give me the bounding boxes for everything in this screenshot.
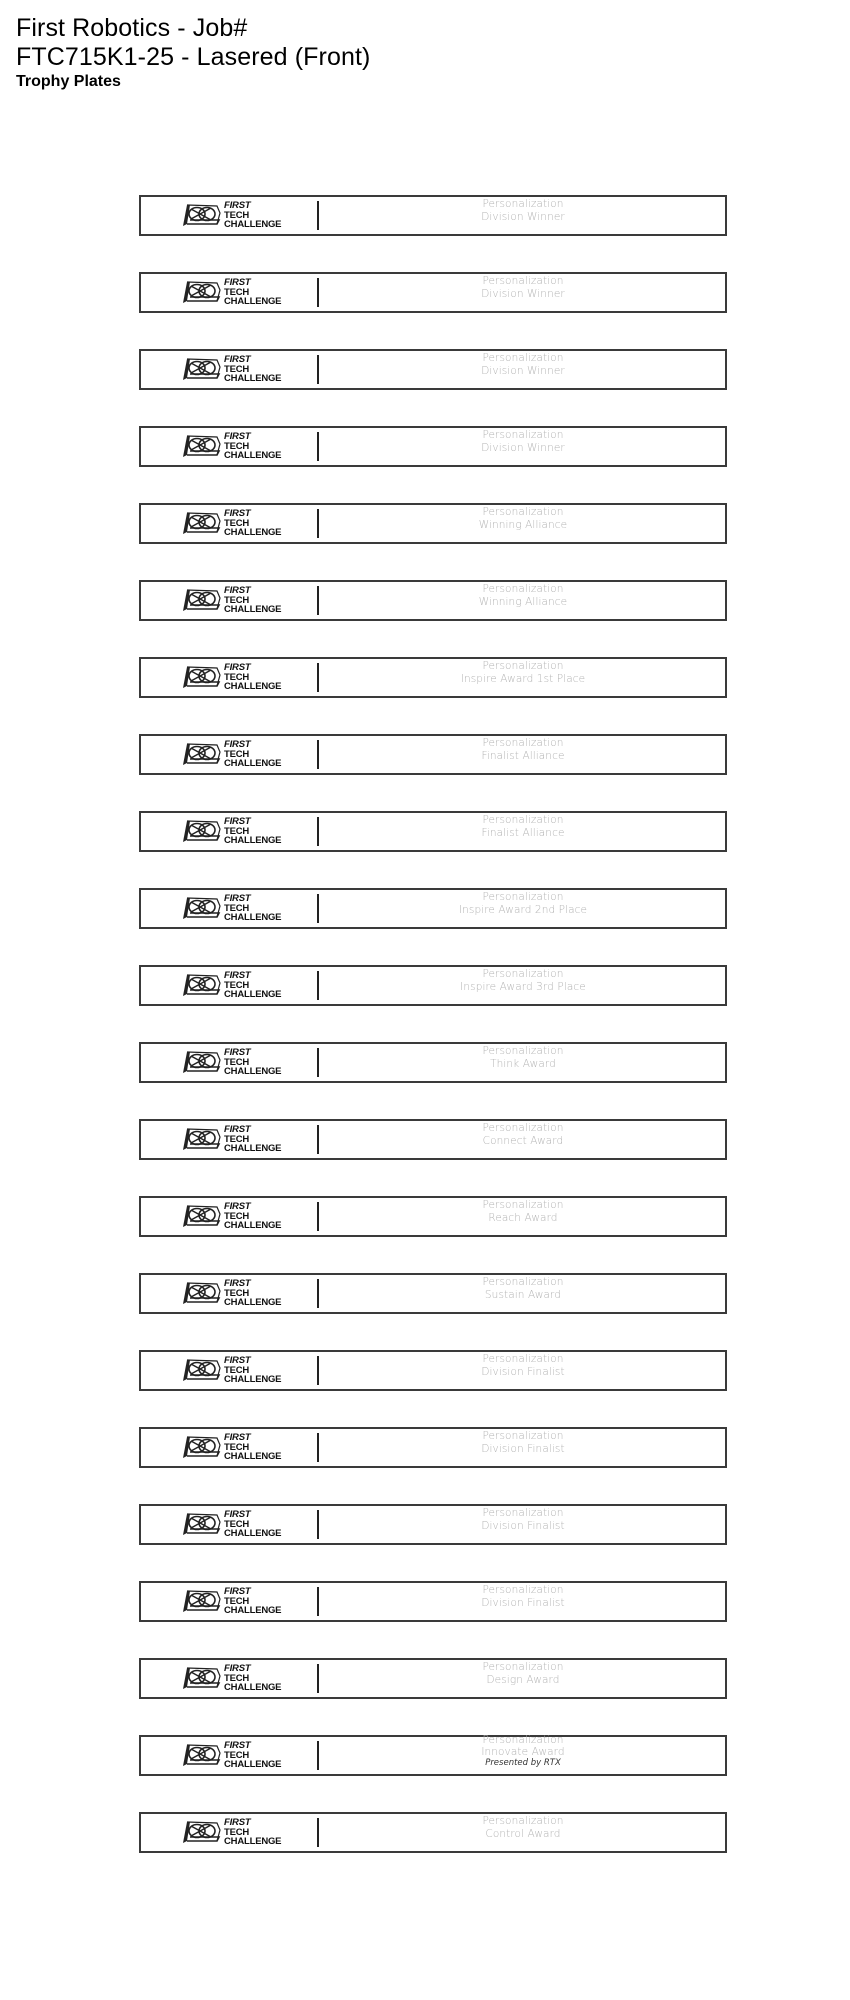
plate-engraving-area — [321, 351, 725, 388]
trophy-plate — [139, 426, 727, 467]
award-name-text: Division Winner — [481, 210, 565, 223]
section-subtitle: Trophy Plates — [16, 73, 121, 90]
plate-engraving-area — [321, 890, 725, 927]
award-name-text: Think Award — [490, 1057, 556, 1070]
ftc-logo-wordmark: FIRST TECH CHALLENGE — [224, 277, 282, 307]
award-name-text: Finalist Alliance — [481, 749, 565, 762]
ftc-logo-wordmark: FIRST TECH CHALLENGE — [224, 1201, 282, 1231]
first-tech-challenge-logo-icon — [181, 895, 221, 921]
plate-engraving-area — [321, 1352, 725, 1389]
ftc-logo — [181, 431, 289, 462]
ftc-logo-wordmark: FIRST TECH CHALLENGE — [224, 1124, 282, 1154]
personalization-text: Personalization — [482, 737, 564, 749]
first-tech-challenge-logo-icon — [181, 510, 221, 536]
trophy-plate — [139, 580, 727, 621]
personalization-text: Personalization — [482, 1661, 564, 1673]
ftc-logo — [181, 893, 289, 924]
personalization-text: Personalization — [482, 1122, 564, 1134]
first-tech-challenge-logo-icon — [181, 1665, 221, 1691]
first-tech-challenge-logo-icon — [181, 1280, 221, 1306]
award-name-text: Division Finalist — [481, 1519, 565, 1532]
ftc-logo-wordmark: FIRST TECH CHALLENGE — [224, 508, 282, 538]
ftc-logo — [181, 739, 289, 770]
first-tech-challenge-logo-icon — [181, 1819, 221, 1845]
award-name-text: Inspire Award 1st Place — [460, 672, 586, 685]
trophy-plate — [139, 1735, 727, 1776]
plate-engraving-area — [321, 813, 725, 850]
plate-engraving-area — [321, 1198, 725, 1235]
award-name-text: Reach Award — [488, 1211, 558, 1224]
plate-engraving-area — [321, 1814, 725, 1851]
ftc-logo — [181, 662, 289, 693]
ftc-logo — [181, 1509, 289, 1540]
plate-divider — [317, 1125, 319, 1154]
first-tech-challenge-logo-icon — [181, 1049, 221, 1075]
trophy-plate — [139, 734, 727, 775]
trophy-plate — [139, 1504, 727, 1545]
plate-engraving-area — [321, 1583, 725, 1620]
plate-divider — [317, 1818, 319, 1847]
ftc-logo-wordmark: FIRST TECH CHALLENGE — [224, 1740, 282, 1770]
trophy-plate — [139, 503, 727, 544]
trophy-plate — [139, 1273, 727, 1314]
ftc-logo-wordmark: FIRST TECH CHALLENGE — [224, 200, 282, 230]
plate-engraving-area — [321, 428, 725, 465]
plate-divider — [317, 1279, 319, 1308]
plate-engraving-area — [321, 1044, 725, 1081]
job-title: First Robotics - Job# — [16, 14, 248, 42]
job-number-title: FTC715K1-25 - Lasered (Front) — [16, 43, 371, 71]
personalization-text: Personalization — [482, 583, 564, 595]
ftc-logo — [181, 1740, 289, 1771]
ftc-logo — [181, 1432, 289, 1463]
trophy-plate — [139, 1042, 727, 1083]
award-name-text: Innovate Award — [481, 1745, 565, 1758]
trophy-plate — [139, 349, 727, 390]
ftc-logo — [181, 508, 289, 539]
plate-engraving-area — [321, 1506, 725, 1543]
personalization-text: Personalization — [482, 275, 564, 287]
plate-divider — [317, 1587, 319, 1616]
plate-divider — [317, 355, 319, 384]
personalization-text: Personalization — [482, 660, 564, 672]
plate-divider — [317, 1664, 319, 1693]
award-name-text: Winning Alliance — [478, 595, 568, 608]
plate-engraving-area — [321, 736, 725, 773]
first-tech-challenge-logo-icon — [181, 1742, 221, 1768]
personalization-text: Personalization — [482, 1045, 564, 1057]
first-tech-challenge-logo-icon — [181, 972, 221, 998]
award-name-text: Division Finalist — [481, 1596, 565, 1609]
award-name-text: Division Finalist — [481, 1365, 565, 1378]
plate-engraving-area — [321, 505, 725, 542]
first-tech-challenge-logo-icon — [181, 741, 221, 767]
plate-engraving-area — [321, 1275, 725, 1312]
plate-divider — [317, 1741, 319, 1770]
plate-divider — [317, 1433, 319, 1462]
trophy-plate — [139, 1350, 727, 1391]
ftc-logo-wordmark: FIRST TECH CHALLENGE — [224, 1663, 282, 1693]
plate-engraving-area — [321, 274, 725, 311]
first-tech-challenge-logo-icon — [181, 1511, 221, 1537]
ftc-logo — [181, 1586, 289, 1617]
award-name-text: Sustain Award — [484, 1288, 562, 1301]
plate-divider — [317, 740, 319, 769]
ftc-logo — [181, 816, 289, 847]
first-tech-challenge-logo-icon — [181, 279, 221, 305]
first-tech-challenge-logo-icon — [181, 1126, 221, 1152]
trophy-plate — [139, 811, 727, 852]
trophy-plate — [139, 1658, 727, 1699]
first-tech-challenge-logo-icon — [181, 1588, 221, 1614]
personalization-text: Personalization — [482, 1734, 564, 1746]
trophy-plate — [139, 1812, 727, 1853]
ftc-logo-wordmark: FIRST TECH CHALLENGE — [224, 431, 282, 461]
plate-divider — [317, 278, 319, 307]
first-tech-challenge-logo-icon — [181, 202, 221, 228]
ftc-logo — [181, 1201, 289, 1232]
personalization-text: Personalization — [482, 1199, 564, 1211]
ftc-logo — [181, 585, 289, 616]
plate-divider — [317, 894, 319, 923]
personalization-text: Personalization — [482, 1430, 564, 1442]
first-tech-challenge-logo-icon — [181, 1357, 221, 1383]
ftc-logo — [181, 970, 289, 1001]
award-name-text: Connect Award — [482, 1134, 564, 1147]
personalization-text: Personalization — [482, 429, 564, 441]
first-tech-challenge-logo-icon — [181, 1434, 221, 1460]
ftc-logo-wordmark: FIRST TECH CHALLENGE — [224, 893, 282, 923]
personalization-text: Personalization — [482, 506, 564, 518]
ftc-logo — [181, 1817, 289, 1848]
trophy-plate — [139, 1581, 727, 1622]
plate-divider — [317, 817, 319, 846]
ftc-logo-wordmark: FIRST TECH CHALLENGE — [224, 970, 282, 1000]
trophy-plate — [139, 657, 727, 698]
trophy-plate — [139, 888, 727, 929]
award-name-text: Winning Alliance — [478, 518, 568, 531]
ftc-logo-wordmark: FIRST TECH CHALLENGE — [224, 1509, 282, 1539]
award-name-text: Finalist Alliance — [481, 826, 565, 839]
award-name-text: Division Winner — [481, 364, 565, 377]
award-name-text: Inspire Award 2nd Place — [458, 903, 588, 916]
award-name-text: Division Winner — [481, 287, 565, 300]
trophy-plate — [139, 1119, 727, 1160]
plate-divider — [317, 432, 319, 461]
ftc-logo-wordmark: FIRST TECH CHALLENGE — [224, 1047, 282, 1077]
first-tech-challenge-logo-icon — [181, 1203, 221, 1229]
plate-divider — [317, 1356, 319, 1385]
ftc-logo — [181, 1124, 289, 1155]
ftc-logo-wordmark: FIRST TECH CHALLENGE — [224, 816, 282, 846]
ftc-logo — [181, 1047, 289, 1078]
ftc-logo — [181, 1355, 289, 1386]
award-name-text: Division Winner — [481, 441, 565, 454]
document-header — [16, 14, 370, 91]
trophy-plate — [139, 965, 727, 1006]
ftc-logo — [181, 200, 289, 231]
plate-engraving-area — [321, 197, 725, 234]
ftc-logo — [181, 277, 289, 308]
ftc-logo-wordmark: FIRST TECH CHALLENGE — [224, 354, 282, 384]
plate-engraving-area — [321, 1734, 725, 1774]
plate-divider — [317, 1510, 319, 1539]
first-tech-challenge-logo-icon — [181, 433, 221, 459]
ftc-logo-wordmark: FIRST TECH CHALLENGE — [224, 1432, 282, 1462]
trophy-plate — [139, 1427, 727, 1468]
personalization-text: Personalization — [482, 1353, 564, 1365]
personalization-text: Personalization — [482, 352, 564, 364]
first-tech-challenge-logo-icon — [181, 664, 221, 690]
personalization-text: Personalization — [482, 1584, 564, 1596]
plate-divider — [317, 1048, 319, 1077]
ftc-logo — [181, 1278, 289, 1309]
ftc-logo — [181, 354, 289, 385]
personalization-text: Personalization — [482, 891, 564, 903]
ftc-logo-wordmark: FIRST TECH CHALLENGE — [224, 1278, 282, 1308]
trophy-plate — [139, 272, 727, 313]
plate-divider — [317, 586, 319, 615]
ftc-logo-wordmark: FIRST TECH CHALLENGE — [224, 1586, 282, 1616]
plate-engraving-area — [321, 582, 725, 619]
plate-engraving-area — [321, 1660, 725, 1697]
plate-engraving-area — [321, 967, 725, 1004]
first-tech-challenge-logo-icon — [181, 818, 221, 844]
award-name-text: Division Finalist — [481, 1442, 565, 1455]
plate-engraving-area — [321, 659, 725, 696]
plate-engraving-area — [321, 1429, 725, 1466]
personalization-text: Personalization — [482, 1276, 564, 1288]
first-tech-challenge-logo-icon — [181, 356, 221, 382]
ftc-logo-wordmark: FIRST TECH CHALLENGE — [224, 662, 282, 692]
plate-divider — [317, 663, 319, 692]
ftc-logo-wordmark: FIRST TECH CHALLENGE — [224, 739, 282, 769]
personalization-text: Personalization — [482, 814, 564, 826]
ftc-logo-wordmark: FIRST TECH CHALLENGE — [224, 585, 282, 615]
plate-engraving-area — [321, 1121, 725, 1158]
plate-divider — [317, 201, 319, 230]
trophy-plate — [139, 1196, 727, 1237]
award-name-text: Inspire Award 3rd Place — [460, 980, 586, 993]
trophy-plate-list — [139, 195, 727, 1889]
ftc-logo-wordmark: FIRST TECH CHALLENGE — [224, 1817, 282, 1847]
plate-divider — [317, 971, 319, 1000]
plate-divider — [317, 509, 319, 538]
personalization-text: Personalization — [482, 1507, 564, 1519]
plate-divider — [317, 1202, 319, 1231]
personalization-text: Personalization — [482, 1815, 564, 1827]
award-name-text: Design Award — [486, 1673, 560, 1686]
trophy-plate — [139, 195, 727, 236]
personalization-text: Personalization — [482, 968, 564, 980]
award-name-text: Control Award — [485, 1827, 561, 1840]
first-tech-challenge-logo-icon — [181, 587, 221, 613]
sponsor-text: Presented by RTX — [485, 1758, 561, 1768]
ftc-logo — [181, 1663, 289, 1694]
ftc-logo-wordmark: FIRST TECH CHALLENGE — [224, 1355, 282, 1385]
personalization-text: Personalization — [482, 198, 564, 210]
